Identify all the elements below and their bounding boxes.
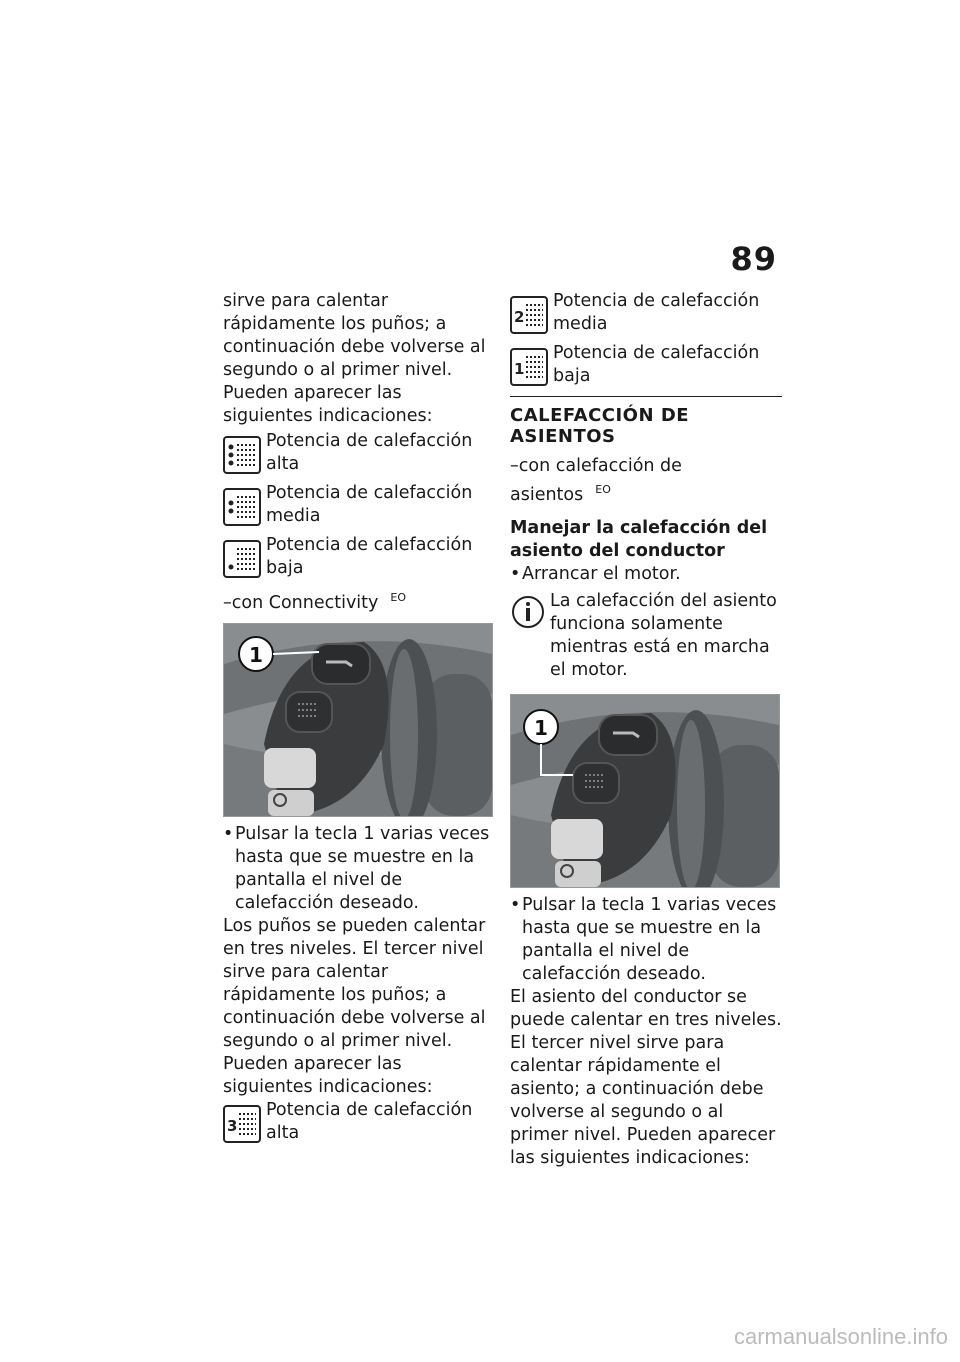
indicator-label: Potencia de calefacción alta <box>266 1099 473 1143</box>
grip-heat-high-icon <box>223 436 261 474</box>
grip-heat-2-icon <box>510 296 548 334</box>
option-line <box>510 455 782 507</box>
indicator-label: Potencia de calefacción media <box>553 291 760 334</box>
indicator-label: Potencia de calefacción alta <box>266 431 473 474</box>
option-sup: EO <box>390 591 406 604</box>
option-line <box>223 586 493 615</box>
seat-heat-button-photo <box>510 694 780 888</box>
indicator-label: Potencia de calefacción media <box>266 483 473 526</box>
indicator-label: Potencia de calefacción baja <box>266 535 473 578</box>
grip-heat-medium-icon <box>223 488 261 526</box>
indicator-row <box>223 1099 493 1145</box>
info-note <box>510 590 782 682</box>
grip-heat-3-icon <box>223 1105 261 1143</box>
body-paragraph: El asiento del conductor se puede calentar en tres niveles. El tercer nivel sirve para calentar rápidamente el asiento; a continuación debe volverse al segundo o al primer nivel. Pueden aparecer las siguientes indicaciones: <box>510 986 782 1168</box>
bullet-item <box>510 563 782 586</box>
watermark: carmanualsonline.info <box>733 1324 948 1349</box>
indicator-row <box>223 534 493 580</box>
indicator-number: 3 <box>227 1116 238 1135</box>
bullet-dot: • <box>510 894 521 915</box>
bullet-text: Pulsar la tecla 1 varias veces hasta que se muestre en la pantalla el nivel de calefacción deseado. <box>522 894 777 984</box>
indicator-row <box>223 482 493 528</box>
handlebar-photo <box>223 623 493 817</box>
option-text: –con Connectivity <box>223 592 379 613</box>
right-column <box>510 290 782 1170</box>
indicator-row <box>510 342 782 388</box>
bullet-item <box>510 894 782 986</box>
bullet-text: Pulsar la tecla 1 varias veces hasta que se muestre en la pantalla el nivel de calefacción deseado. <box>235 823 490 913</box>
indicator-row <box>510 290 782 336</box>
indicator-number: 1 <box>514 360 525 378</box>
info-icon <box>510 594 546 630</box>
indicator-row <box>223 430 493 476</box>
section-heading: CALEFACCIÓN DE ASIENTOS <box>510 396 782 447</box>
option-text: –con calefacción de asientos <box>510 456 682 505</box>
bullet-item <box>223 823 493 915</box>
intro-paragraph: sirve para calentar rápidamente los puños; a continuación debe volverse al segundo o al primer nivel. Pueden aparecer las siguientes indicaciones: <box>223 291 486 426</box>
body-paragraph: Los puños se pueden calentar en tres niveles. El tercer nivel sirve para calentar rápidamente los puños; a continuación debe volverse al segundo o al primer nivel. Pueden aparecer las siguientes indicaciones: <box>223 915 486 1097</box>
subheading: Manejar la calefacción del asiento del conductor <box>510 517 768 561</box>
indicator-label: Potencia de calefacción baja <box>553 343 760 386</box>
option-sup: EO <box>595 483 611 496</box>
note-text: La calefacción del asiento funciona solamente mientras está en marcha el motor. <box>550 590 777 680</box>
bullet-dot: • <box>510 563 521 584</box>
photo-callout: 1 <box>249 642 263 667</box>
left-column <box>223 290 493 1151</box>
page-number: 89 <box>730 240 777 278</box>
photo-callout: 1 <box>534 715 548 740</box>
grip-heat-low-icon <box>223 540 261 578</box>
indicator-number: 2 <box>514 308 525 326</box>
grip-heat-1-icon <box>510 348 548 386</box>
bullet-dot: • <box>223 823 234 844</box>
bullet-text: Arrancar el motor. <box>522 563 681 584</box>
